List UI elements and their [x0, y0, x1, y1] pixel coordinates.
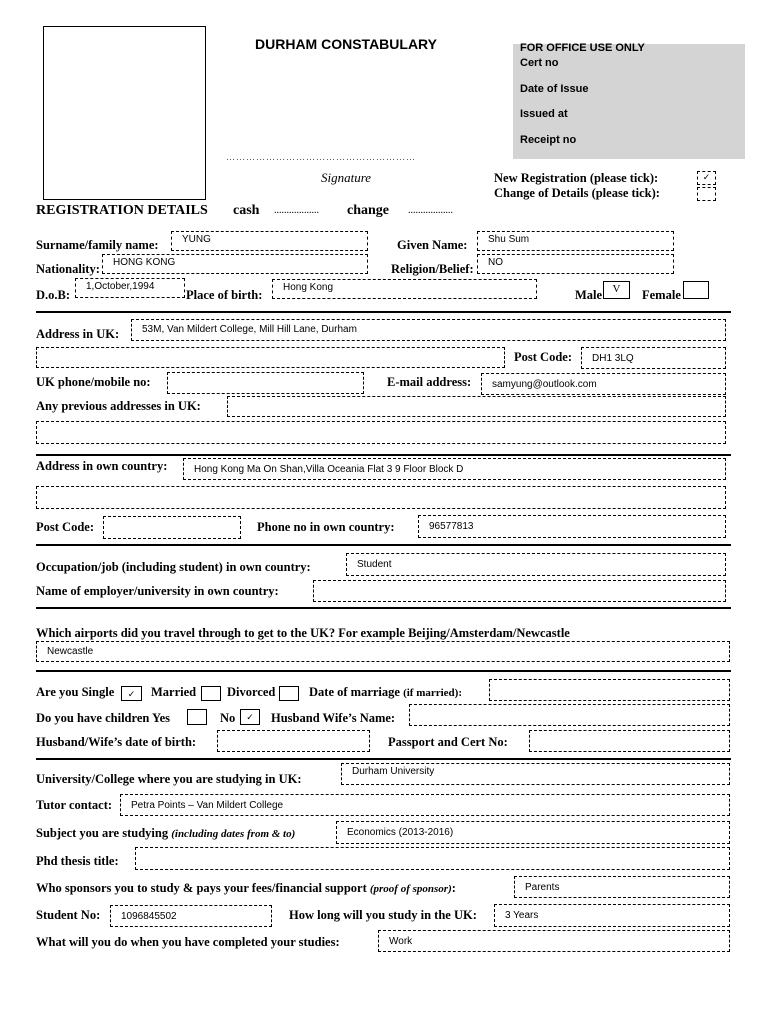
phd-label: Phd thesis title:	[36, 854, 119, 868]
student-no-label: Student No:	[36, 908, 101, 922]
previous-addresses-label: Any previous addresses in UK:	[36, 399, 201, 413]
airports-field[interactable]: Newcastle	[36, 641, 730, 662]
section-divider	[36, 544, 731, 546]
divorced-checkbox[interactable]	[279, 686, 299, 701]
religion-field[interactable]: NO	[477, 254, 674, 274]
signature-line: …………………………………………………	[226, 152, 416, 162]
postcode-uk-field[interactable]: DH1 3LQ	[581, 347, 726, 369]
cash-dots: ..................	[274, 205, 319, 216]
new-registration-checkbox[interactable]: ✓	[697, 171, 716, 185]
place-of-birth-field[interactable]: Hong Kong	[272, 279, 537, 299]
children-yes-checkbox[interactable]	[187, 709, 207, 725]
dob-label: D.o.B:	[36, 288, 71, 302]
postcode-uk-label: Post Code:	[514, 350, 572, 364]
marriage-date-note: (if married):	[403, 687, 463, 699]
change-dots: ..................	[408, 205, 453, 216]
section-divider	[36, 607, 731, 609]
office-use-panel	[513, 44, 745, 159]
marriage-date-label-text: Date of marriage	[309, 685, 400, 699]
office-date-of-issue: Date of Issue	[520, 83, 589, 95]
occupation-label: Occupation/job (including student) in own country:	[36, 560, 311, 574]
subject-label-text: Subject you are studying	[36, 826, 169, 840]
address-uk-line2-field[interactable]	[36, 347, 505, 368]
email-field[interactable]: samyung@outlook.com	[481, 373, 726, 395]
occupation-field[interactable]: Student	[346, 553, 726, 576]
university-field[interactable]: Durham University	[341, 763, 730, 785]
postcode-own-country-field[interactable]	[103, 516, 241, 539]
sponsor-field[interactable]: Parents	[514, 876, 730, 898]
single-label: Are you Single	[36, 685, 115, 699]
office-issued-at: Issued at	[520, 108, 568, 120]
sponsor-note: (proof of sponsor)	[369, 883, 452, 895]
given-name-label: Given Name:	[397, 238, 468, 252]
email-label: E-mail address:	[387, 375, 472, 389]
postcode-own-country-label: Post Code:	[36, 520, 94, 534]
phd-field[interactable]	[135, 847, 730, 870]
registration-details-title: REGISTRATION DETAILS	[36, 203, 208, 218]
phone-own-country-field[interactable]: 96577813	[418, 515, 726, 538]
change-label: change	[347, 203, 389, 218]
children-no-checkbox[interactable]: ✓	[240, 709, 260, 725]
spouse-name-label: Husband Wife’s Name:	[271, 711, 396, 725]
spouse-dob-label: Husband/Wife’s date of birth:	[36, 735, 197, 749]
office-use-title: FOR OFFICE USE ONLY	[520, 42, 645, 54]
section-divider	[36, 670, 731, 672]
uk-phone-label: UK phone/mobile no:	[36, 375, 151, 389]
cash-label: cash	[233, 203, 260, 218]
female-checkbox[interactable]	[683, 281, 709, 299]
university-label: University/College where you are studying in UK:	[36, 772, 302, 786]
passport-label: Passport and Cert No:	[388, 735, 508, 749]
new-registration-label: New Registration (please tick):	[494, 171, 659, 185]
divorced-label: Divorced	[227, 685, 276, 699]
change-details-checkbox[interactable]	[697, 187, 716, 201]
phone-own-country-label: Phone no in own country:	[257, 520, 395, 534]
address-uk-label: Address in UK:	[36, 327, 120, 341]
sponsor-label: Who sponsors you to study & pays your fees/financial support (proof of sponsor):	[36, 881, 456, 895]
tutor-label: Tutor contact:	[36, 798, 113, 812]
female-label: Female	[642, 288, 681, 302]
marriage-date-label	[309, 685, 462, 700]
children-label: Do you have children Yes	[36, 711, 171, 725]
office-cert-no: Cert no	[520, 57, 559, 69]
change-details-label: Change of Details (please tick):	[494, 186, 660, 200]
section-divider	[36, 758, 731, 760]
office-receipt-no: Receipt no	[520, 134, 577, 146]
place-of-birth-label: Place of birth:	[186, 288, 263, 302]
previous-addresses-line2-field[interactable]	[36, 421, 726, 444]
religion-label: Religion/Belief:	[391, 262, 474, 276]
section-divider	[36, 454, 731, 456]
signature-label: Signature	[321, 170, 372, 185]
male-label: Male	[575, 288, 603, 302]
given-name-field[interactable]: Shu Sum	[477, 231, 674, 251]
single-checkbox[interactable]: ✓	[121, 686, 142, 701]
married-checkbox[interactable]	[201, 686, 221, 701]
uk-phone-field[interactable]	[167, 372, 364, 394]
after-studies-field[interactable]: Work	[378, 930, 730, 952]
after-studies-label: What will you do when you have completed your studies:	[36, 935, 340, 949]
marriage-date-field[interactable]	[489, 679, 730, 701]
employer-field[interactable]	[313, 580, 726, 602]
nationality-label: Nationality:	[36, 262, 100, 276]
subject-label	[36, 826, 295, 841]
employer-label: Name of employer/university in own country:	[36, 584, 279, 598]
address-own-country-field[interactable]: Hong Kong Ma On Shan,Villa Oceania Flat 3 9 Floor Block D	[183, 458, 726, 480]
address-uk-field[interactable]: 53M, Van Mildert College, Mill Hill Lane, Durham	[131, 319, 726, 341]
dob-field[interactable]: 1,October,1994	[75, 278, 185, 298]
married-label: Married	[151, 685, 197, 699]
spouse-dob-field[interactable]	[217, 730, 370, 752]
nationality-field[interactable]: HONG KONG	[102, 254, 368, 274]
previous-addresses-field[interactable]	[227, 396, 726, 417]
subject-note: (including dates from & to)	[171, 828, 296, 840]
org-title: DURHAM CONSTABULARY	[255, 36, 437, 52]
address-own-country-line2-field[interactable]	[36, 486, 726, 509]
male-checkbox[interactable]: V	[603, 281, 630, 299]
duration-field[interactable]: 3 Years	[494, 904, 730, 927]
address-own-country-label: Address in own country:	[36, 459, 168, 473]
subject-field[interactable]: Economics (2013-2016)	[336, 821, 730, 844]
surname-label: Surname/family name:	[36, 238, 159, 252]
student-no-field[interactable]: 1096845502	[110, 905, 272, 927]
duration-label: How long will you study in the UK:	[289, 908, 477, 922]
photo-box	[43, 26, 206, 200]
section-divider	[36, 311, 731, 313]
airports-label: Which airports did you travel through to get to the UK? For example Beijing/Amsterdam/Newcastle	[36, 626, 570, 640]
sponsor-label-text: Who sponsors you to study & pays your fees/financial support	[36, 881, 367, 895]
children-no-label: No	[220, 711, 236, 725]
tutor-field[interactable]: Petra Points – Van Mildert College	[120, 794, 730, 816]
surname-field[interactable]: YUNG	[171, 231, 368, 251]
spouse-name-field[interactable]	[409, 704, 730, 726]
passport-field[interactable]	[529, 730, 730, 752]
